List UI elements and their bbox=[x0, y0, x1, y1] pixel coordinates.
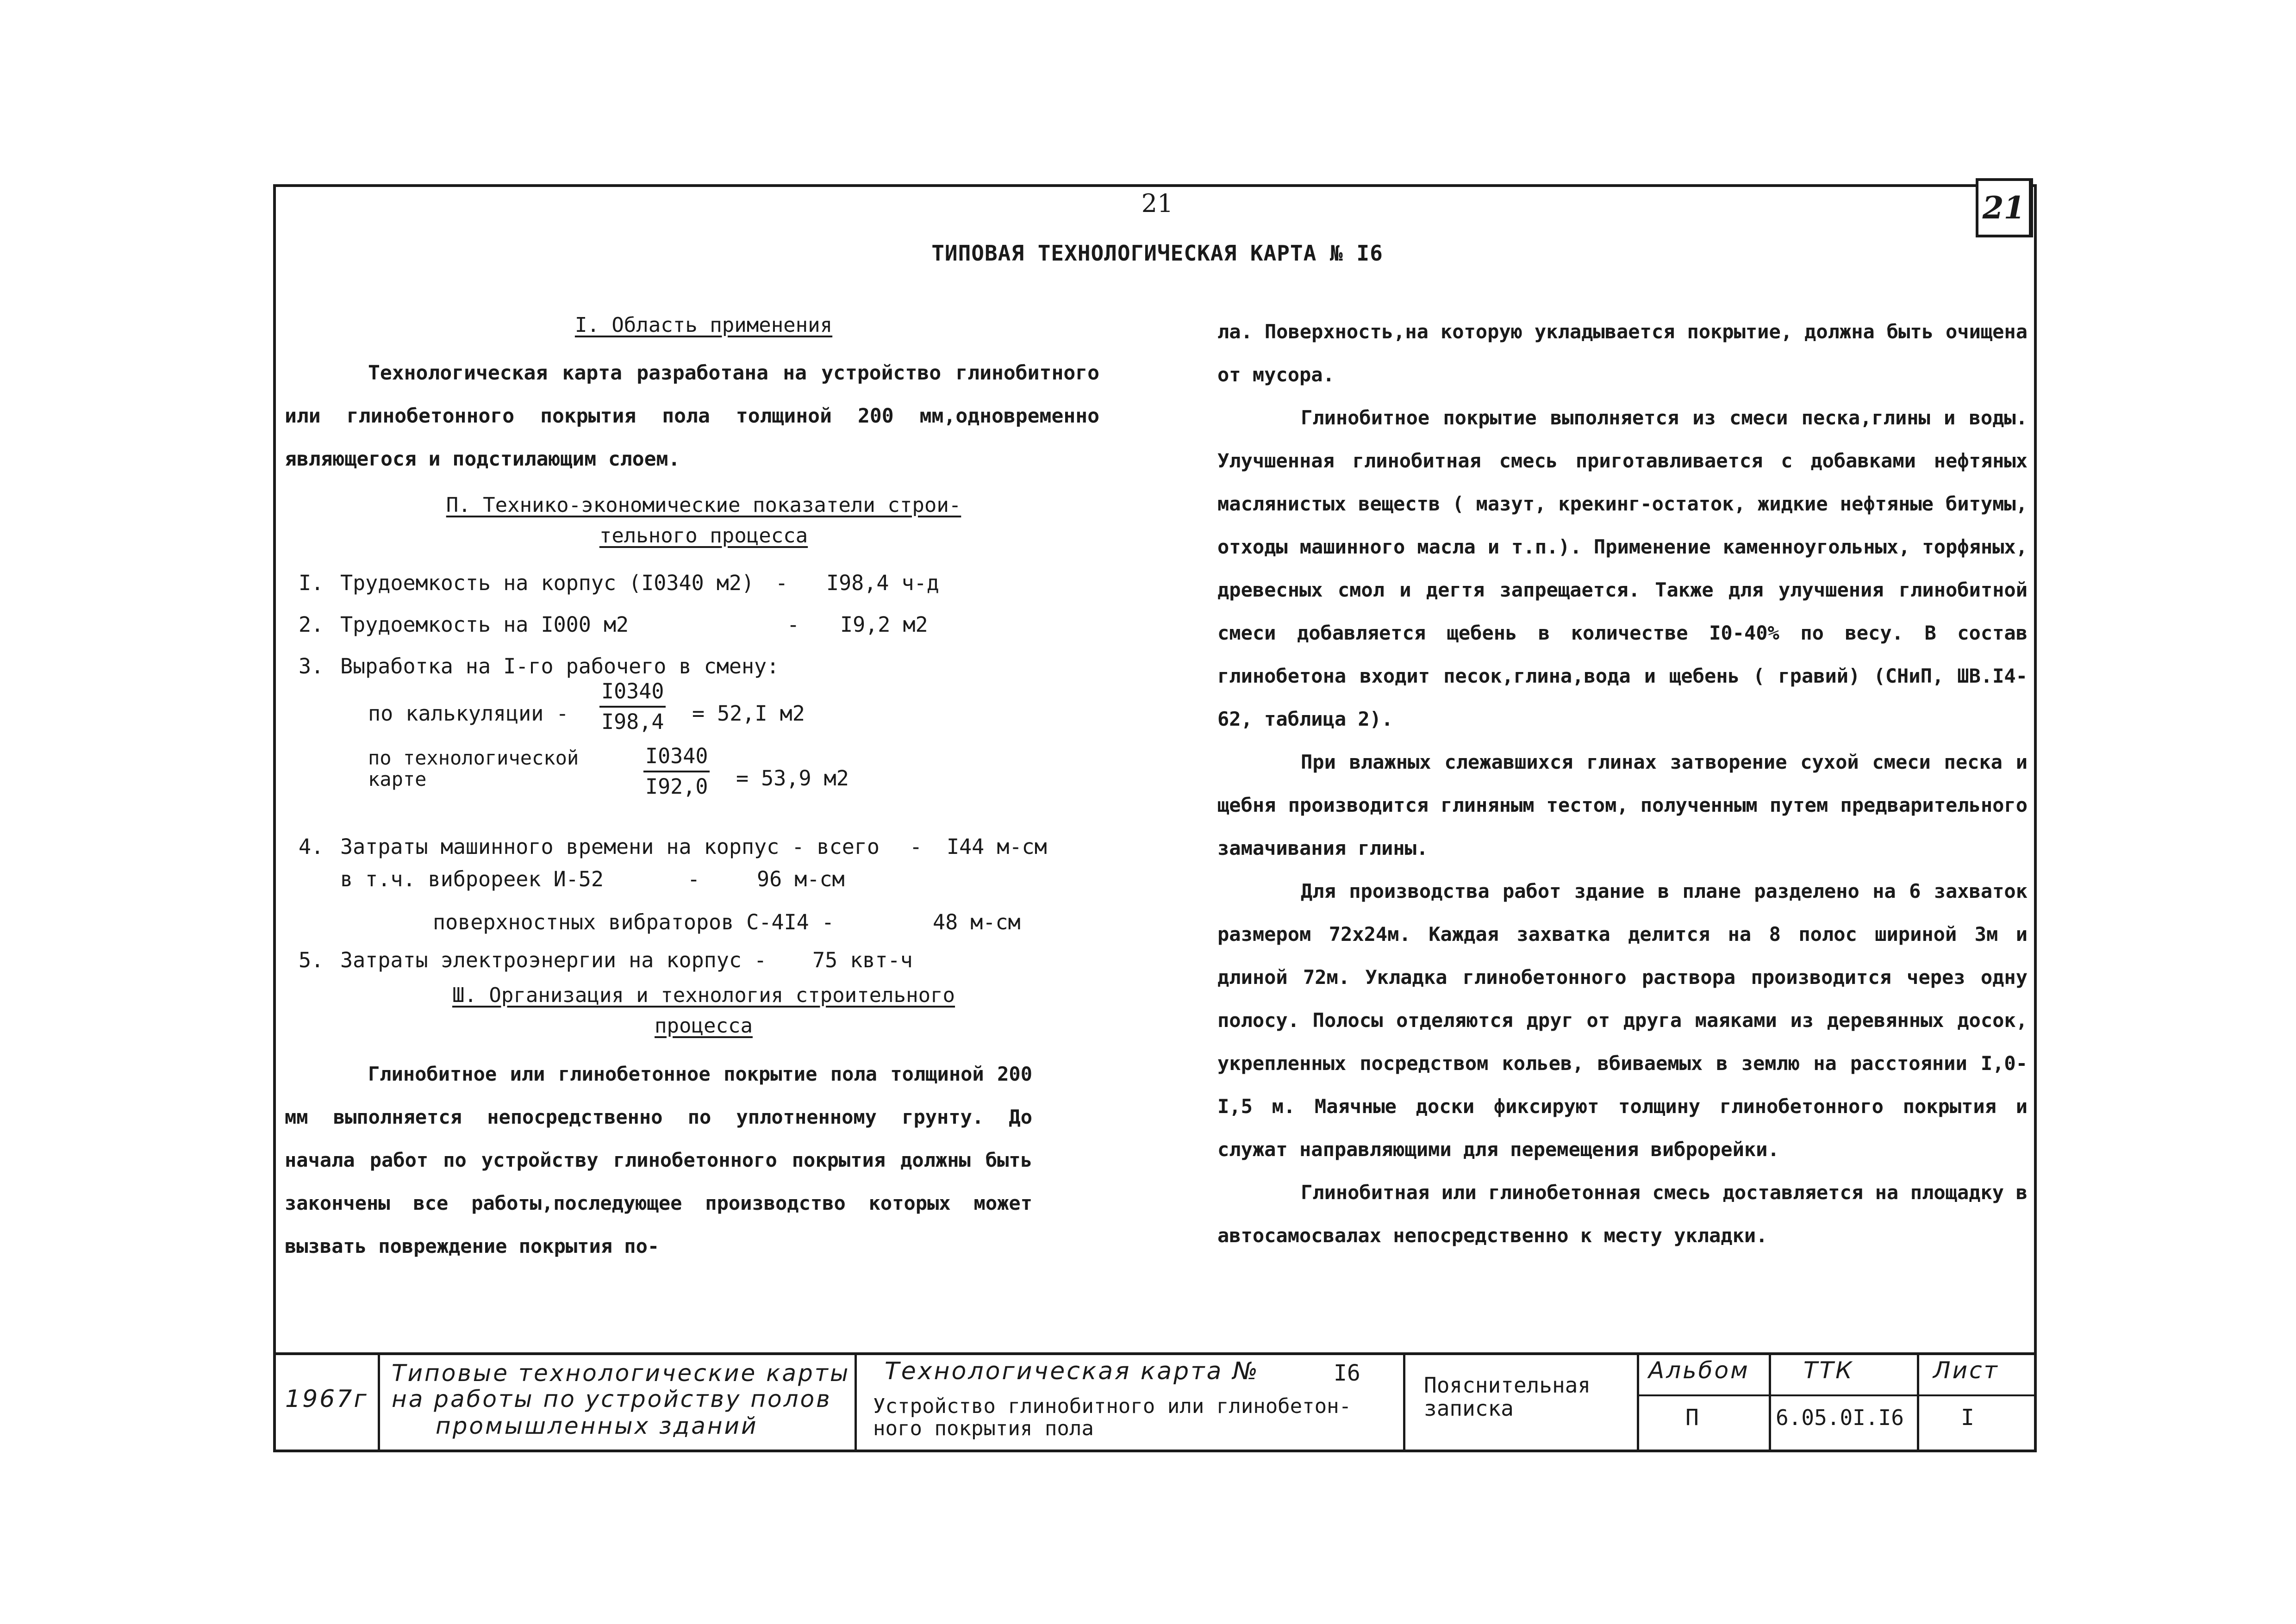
sheet-label: Лист bbox=[1933, 1357, 1999, 1384]
right-paragraph-1: Глинобитное покрытие выполняется из смеси песка,глины и воды. Улучшенная глинобитная смесь приготавливается с добавками нефтяных маслянистых веществ ( мазут, крекинг-остаток, жидкие нефтяные битумы, отходы машинного масла и т.п.). Применение каменноугольных, торфяных, древесных смол и дегтя запрещается. Также для улучшения глинобитной смеси добавляется щебень в количестве I0-40% по весу. В состав глинобетона входит песок,глина,вода и щебень ( гравий) (СНиП, ШВ.I4-62, таблица 2). bbox=[1217, 406, 2028, 730]
section1-heading bbox=[285, 310, 1123, 341]
section3-heading bbox=[285, 980, 1123, 1041]
section2-heading-line2: тельного процесса bbox=[599, 524, 808, 548]
item-dash: - bbox=[687, 867, 700, 891]
indicator-4-sub1 bbox=[285, 859, 1123, 898]
note-cell bbox=[1405, 1355, 1639, 1450]
indicator-5 bbox=[285, 940, 1123, 981]
indicator-4-sub2 bbox=[285, 898, 1123, 940]
ttk-cell bbox=[1771, 1355, 1919, 1450]
section3-heading-line1: Ш. Организация и технология строительного bbox=[452, 983, 955, 1007]
item-dash: - bbox=[787, 612, 800, 637]
item-label: в т.ч. виброреек И-52 bbox=[340, 867, 604, 891]
note-line2: записка bbox=[1424, 1396, 1514, 1421]
fraction-numerator: I0340 bbox=[643, 742, 710, 772]
item-value: 96 м-см bbox=[757, 867, 845, 891]
tech-label bbox=[368, 747, 579, 790]
note-line1: Пояснительная bbox=[1424, 1373, 1591, 1398]
album-value: П bbox=[1685, 1405, 1699, 1431]
indicator-3-tech bbox=[285, 744, 1123, 826]
item-number: 4. bbox=[299, 834, 324, 859]
page-number: 21 bbox=[1141, 189, 1173, 218]
indicator-4 bbox=[285, 826, 1123, 859]
item-label: Затраты машинного времени на корпус - всего bbox=[340, 834, 880, 859]
card-desc-line2: ного покрытия пола bbox=[873, 1417, 1094, 1440]
ttk-divider bbox=[1771, 1394, 1917, 1396]
indicator-2 bbox=[285, 604, 1123, 646]
year-cell bbox=[276, 1355, 380, 1450]
item-dash: - bbox=[775, 571, 788, 595]
fraction-denominator: I98,4 bbox=[601, 709, 664, 734]
tech-label-line2: карте bbox=[368, 768, 427, 790]
title-block bbox=[273, 1352, 2037, 1452]
tech-label-line1: по технологической bbox=[368, 747, 579, 769]
card-cell bbox=[857, 1355, 1405, 1450]
item-value: 48 м-см bbox=[933, 910, 1021, 934]
fraction-denominator: I92,0 bbox=[645, 774, 708, 799]
right-column bbox=[1217, 310, 2028, 1257]
indicators-list bbox=[285, 562, 1123, 981]
sheet-divider bbox=[1919, 1394, 2034, 1396]
item-dash: - bbox=[910, 834, 923, 859]
series-cell bbox=[380, 1355, 857, 1450]
series-line3: промышленных зданий bbox=[436, 1412, 758, 1439]
right-paragraph-4: Глинобитная или глинобетонная смесь доставляется на площадку в автосамосвалах непосредственно к месту укладки. bbox=[1217, 1181, 2028, 1247]
indicator-3 bbox=[285, 646, 1123, 687]
item-number: 3. bbox=[299, 654, 324, 678]
album-label: Альбом bbox=[1648, 1357, 1750, 1384]
series-line1: Типовые технологические карты bbox=[392, 1360, 850, 1387]
tech-result: = 53,9 м2 bbox=[736, 766, 849, 790]
sheet-cell bbox=[1919, 1355, 2034, 1450]
section1-heading-text: I. Область применения bbox=[574, 313, 833, 337]
left-column bbox=[285, 310, 1123, 1268]
right-paragraph-2: При влажных слежавшихся глинах затворение сухой смеси песка и щебня производится глиняным тестом, полученным путем предварительного замачивания глины. bbox=[1217, 751, 2028, 859]
section3-heading-line2: процесса bbox=[655, 1014, 753, 1038]
item-label: поверхностных вибраторов С-4I4 - bbox=[433, 910, 834, 934]
calc-fraction bbox=[599, 677, 666, 736]
card-desc-line1: Устройство глинобитного или глинобетон- bbox=[873, 1394, 1352, 1418]
item-value: I44 м-см bbox=[947, 834, 1047, 859]
card-number: I6 bbox=[1334, 1360, 1360, 1386]
item-number: 2. bbox=[299, 612, 324, 637]
item-value: 75 квт-ч bbox=[812, 948, 913, 972]
album-cell bbox=[1639, 1355, 1771, 1450]
series-line2: на работы по устройству полов bbox=[392, 1386, 832, 1412]
section3-text: Глинобитное или глинобетонное покрытие пола толщиной 200 мм выполняется непосредственно по уплотненному грунту. До начала работ по устройству глинобетонного покрытия должны быть закончены все работы,последующее производство которых может вызвать повреждение покрытия по- bbox=[285, 1063, 1032, 1257]
year: 1967г bbox=[285, 1385, 368, 1413]
item-value: I9,2 м2 bbox=[840, 612, 928, 637]
fraction-numerator: I0340 bbox=[599, 677, 666, 708]
sheet-number-box: 21 bbox=[1976, 178, 2033, 237]
item-value: I98,4 ч-д bbox=[826, 571, 939, 595]
section1-text: Технологическая карта разработана на устройство глинобитного или глинобетонного покрытия пола толщиной 200 мм,одновременно являющегося и подстилающим слоем. bbox=[285, 361, 1099, 471]
calc-label: по калькуляции - bbox=[368, 701, 569, 726]
item-label: Трудоемкость на корпус (I0340 м2) bbox=[340, 571, 755, 595]
ttk-value: 6.05.0I.I6 bbox=[1776, 1405, 1904, 1430]
card-label: Технологическая карта № bbox=[885, 1357, 1260, 1385]
album-divider bbox=[1639, 1394, 1769, 1396]
item-number: 5. bbox=[299, 948, 324, 972]
item-label: Выработка на I-го рабочего в смену: bbox=[340, 654, 780, 678]
tech-fraction bbox=[643, 742, 710, 801]
right-paragraph-continued: ла. Поверхность,на которую укладывается покрытие, должна быть очищена от мусора. bbox=[1217, 320, 2028, 386]
section2-heading bbox=[285, 490, 1123, 551]
sheet-value: I bbox=[1961, 1405, 1974, 1431]
indicator-1 bbox=[285, 562, 1123, 604]
section2-heading-line1: П. Технико-экономические показатели строи- bbox=[446, 493, 961, 517]
item-number: I. bbox=[299, 571, 324, 595]
ttk-label: ТТК bbox=[1803, 1357, 1854, 1384]
right-paragraph-3: Для производства работ здание в плане разделено на 6 захваток размером 72х24м. Каждая захватка делится на 8 полос шириной 3м и длиной 72м. Укладка глинобетонного раствора производится через одну полосу. Полосы отделяются друг от друга маяками из деревянных досок, укрепленных посредством кольев, вбиваемых в землю на расстоянии I,0-I,5 м. Маячные доски фиксируют толщину глинобетонного покрытия и служат направляющими для перемещения виброрейки. bbox=[1217, 880, 2028, 1161]
item-label: Затраты электроэнергии на корпус - bbox=[340, 948, 767, 972]
item-label: Трудоемкость на I000 м2 bbox=[340, 612, 629, 637]
calc-result: = 52,I м2 bbox=[692, 701, 805, 726]
document-title: ТИПОВАЯ ТЕХНОЛОГИЧЕСКАЯ КАРТА № I6 bbox=[931, 241, 1383, 266]
